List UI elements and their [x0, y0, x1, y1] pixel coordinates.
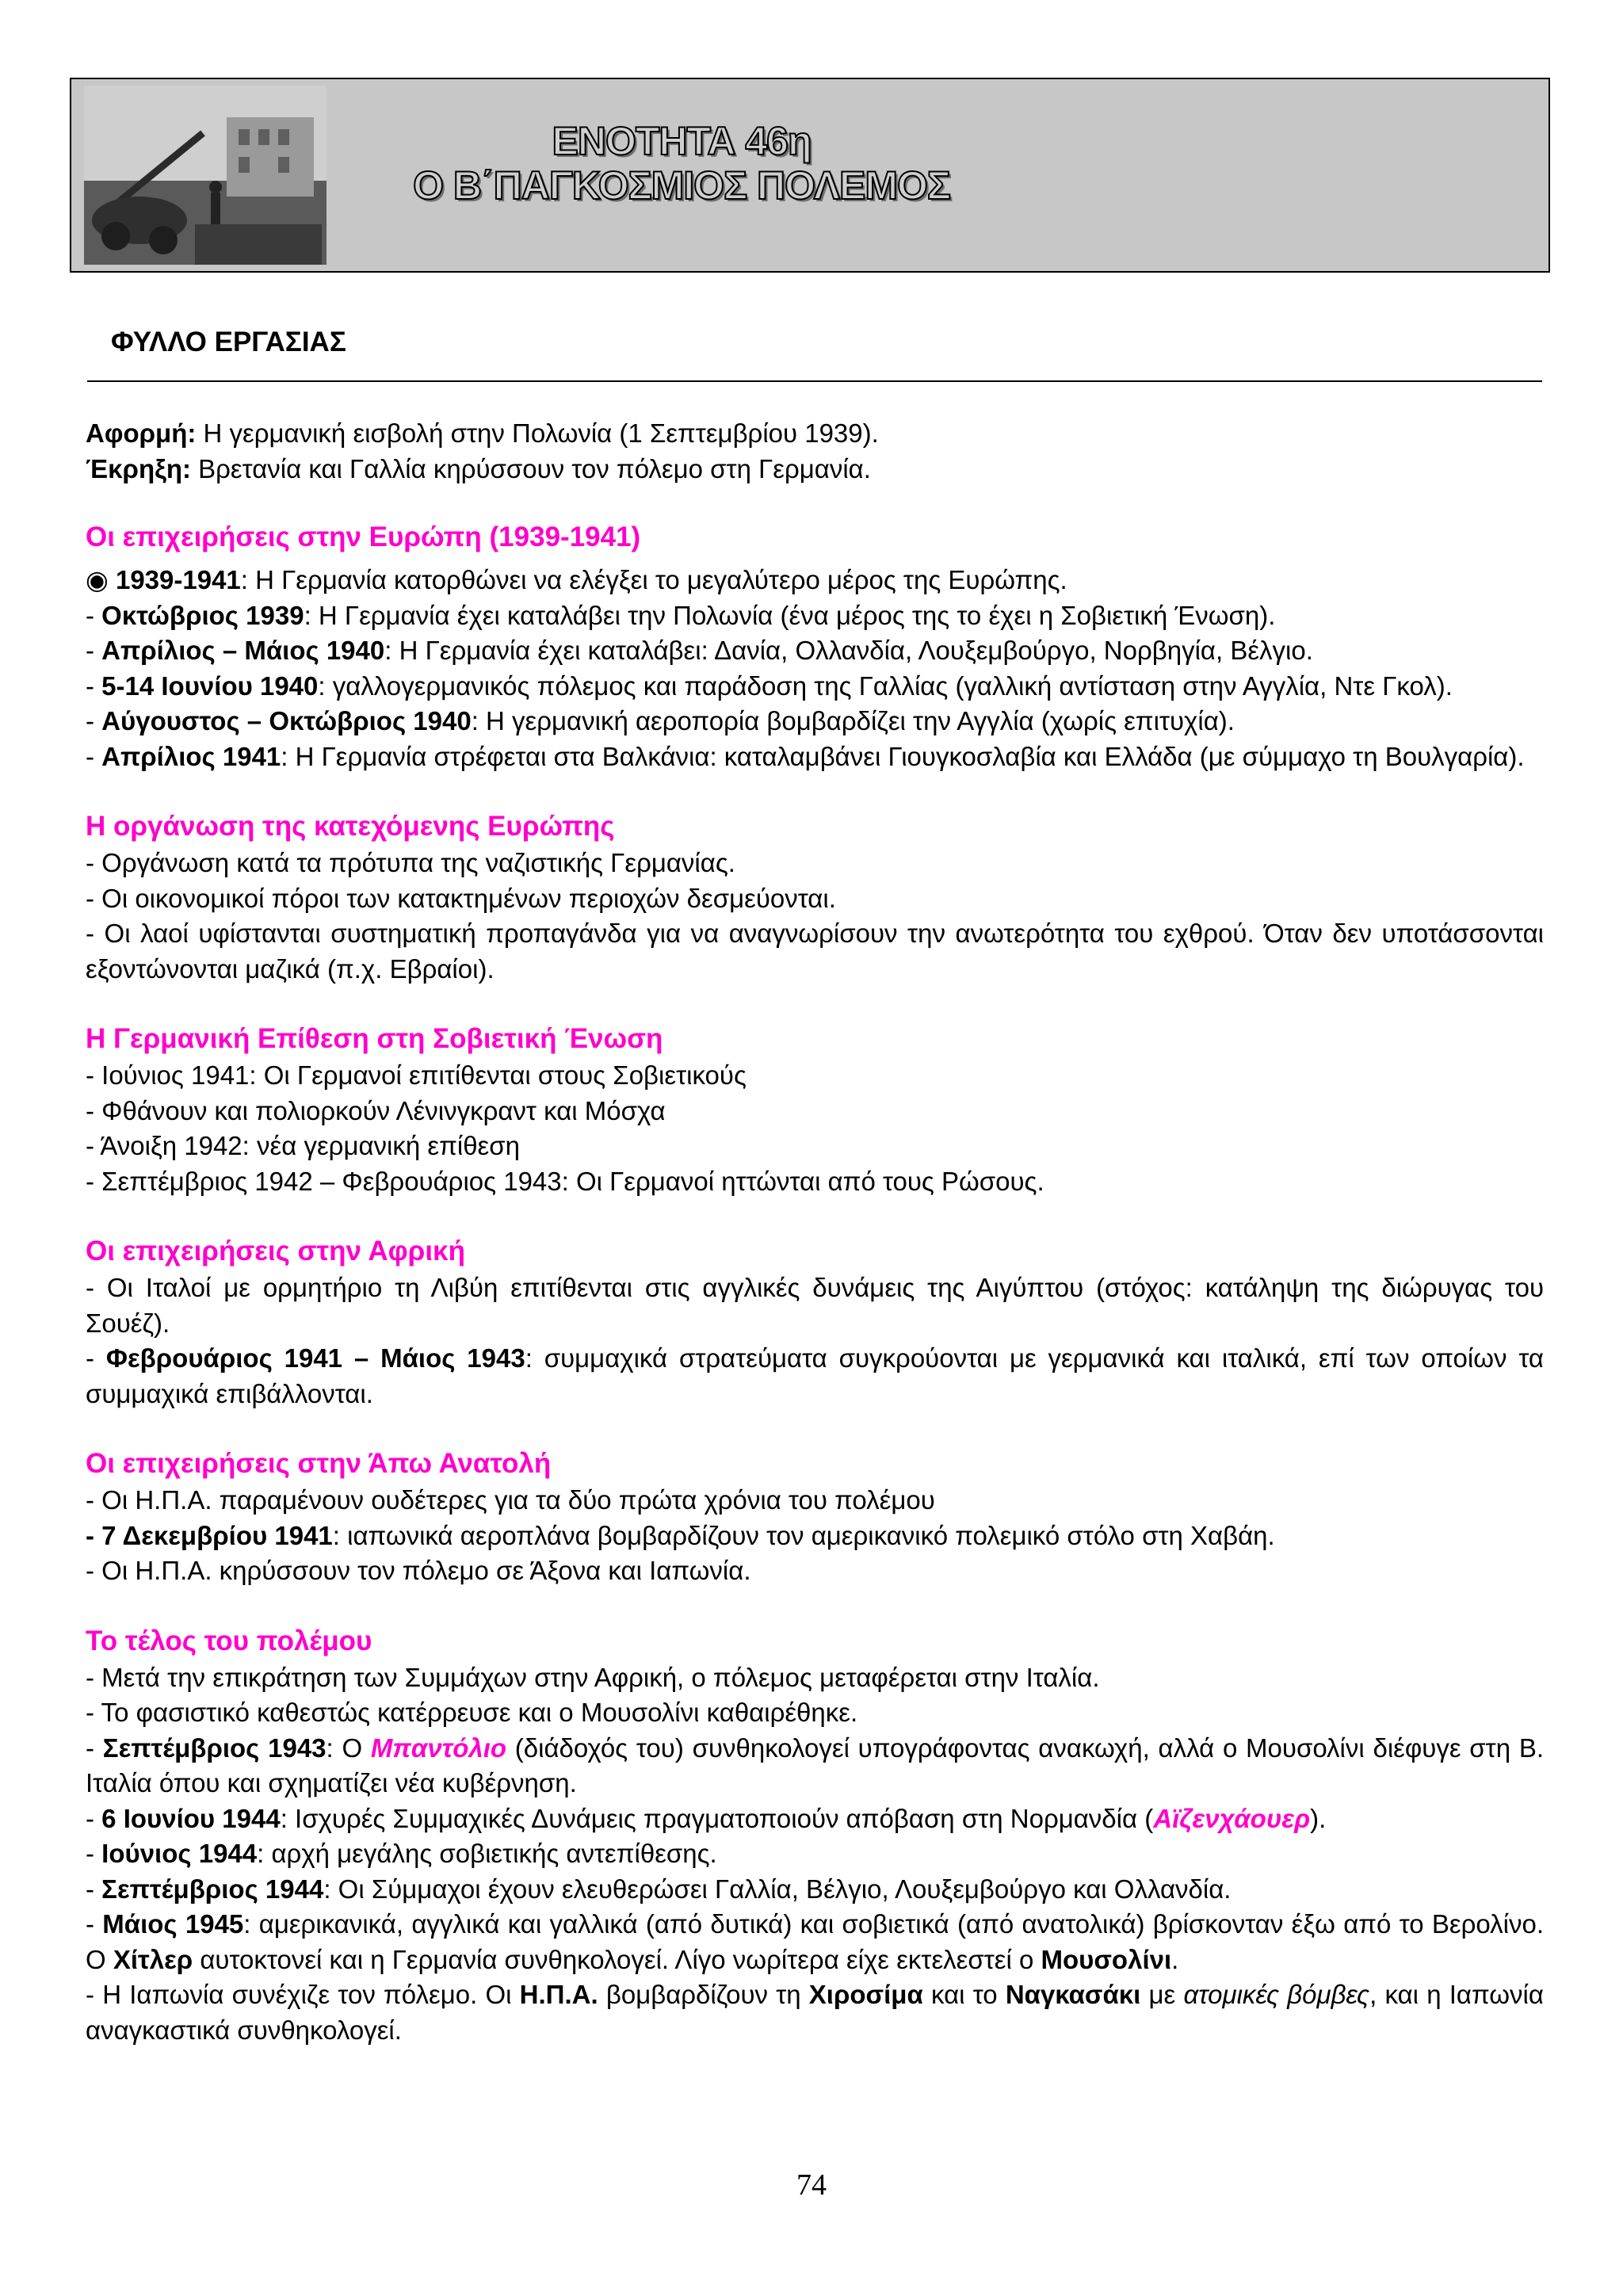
outbreak-line: Έκρηξη: Βρετανία και Γαλλία κηρύσσουν τον πόλεμο στη Γερμανία.: [86, 453, 871, 483]
war-photo-image: [84, 86, 327, 265]
list-item: - Αύγουστος – Οκτώβριος 1940: Η γερμανική αεροπορία βομβαρδίζει την Αγγλία (χωρίς επιτυχία).: [86, 706, 1235, 735]
list-item: - Μάιος 1945: αμερικανικά, αγγλικά και γαλλικά (από δυτικά) και σοβιετικά (από ανατολικά) βρίσκονταν έξω από το Βερολίνο. Ο Χίτλερ αυτοκτονεί και η Γερμανία συνθηκολογεί. Λίγο νωρίτερα είχε εκτελεστεί ο Μουσολίνι.: [86, 1909, 1544, 1974]
list-item: - Οι Η.Π.Α. κηρύσσουν τον πόλεμο σε Άξονα και Ιαπωνία.: [86, 1556, 751, 1585]
list-item: - Το φασιστικό καθεστώς κατέρρευσε και ο Μουσολίνι καθαιρέθηκε.: [86, 1698, 858, 1727]
list-item: - Σεπτέμβριος 1942 – Φεβρουάριος 1943: Οι Γερμανοί ηττώνται από τους Ρώσους.: [86, 1166, 1044, 1196]
list-item: - Άνοιξη 1942: νέα γερμανική επίθεση: [86, 1131, 520, 1160]
list-item: - 5-14 Ιουνίου 1940: γαλλογερμανικός πόλεμος και παράδοση της Γαλλίας (γαλλική αντίσταση στην Αγγλία, Ντε Γκολ).: [86, 670, 1453, 701]
list-item: ◉ 1939-1941: Η Γερμανία κατορθώνει να ελέγξει το μεγαλύτερο μέρος της Ευρώπης.: [86, 565, 1067, 594]
divider: [87, 380, 1542, 382]
list-item: - Οι Η.Π.Α. παραμένουν ουδέτερες για τα δύο πρώτα χρόνια του πολέμου: [86, 1485, 935, 1515]
section-heading-europe: Οι επιχειρήσεις στην Ευρώπη (1939-1941): [86, 521, 641, 552]
unit-title: ΕΝΟΤΗΤΑ 46η: [552, 119, 812, 163]
list-item: - Σεπτέμβριος 1944: Οι Σύμμαχοι έχουν ελευθερώσει Γαλλία, Βέλγιο, Λουξεμβούργο και Ολλανδία.: [86, 1874, 1232, 1904]
page-number: 74: [796, 2168, 827, 2202]
list-item: - Σεπτέμβριος 1943: Ο Μπαντόλιο (διάδοχός του) συνθηκολογεί υπογράφοντας ανακωχή, αλλά ο Μουσολίνι διέφυγε στη Β. Ιταλία όπου και σχηματίζει νέα κυβέρνηση.: [86, 1733, 1544, 1797]
list-item: - Η Ιαπωνία συνέχιζε τον πόλεμο. Οι Η.Π.Α. βομβαρδίζουν τη Χιροσίμα και το Ναγκασάκι με ατομικές βόμβες, και η Ιαπωνία αναγκαστικά συνθηκολογεί.: [86, 1980, 1544, 2045]
list-item: - Απρίλιος 1941: Η Γερμανία στρέφεται στα Βαλκάνια: καταλαμβάνει Γιουγκοσλαβία και Ελλάδα (με σύμμαχο τη Βουλγαρία).: [86, 741, 1525, 771]
bullet-icon: ◉: [86, 565, 109, 594]
header-photo: [84, 86, 327, 265]
cause-line: Αφορμή: Η γερμανική εισβολή στην Πολωνία (1 Σεπτεμβρίου 1939).: [86, 418, 879, 448]
list-item: - Απρίλιος – Μάιος 1940: Η Γερμανία έχει καταλάβει: Δανία, Ολλανδία, Λουξεμβούργο, Νορβηγία, Βέλγιο.: [86, 636, 1313, 665]
list-item: - Ιούνιος 1944: αρχή μεγάλης σοβιετικής αντεπίθεσης.: [86, 1839, 717, 1868]
header-banner: [70, 78, 1550, 273]
list-item: - Φεβρουάριος 1941 – Μάιος 1943: συμμαχικά στρατεύματα συγκρούονται με γερμανικά και ιταλικά, επί των οποίων τα συμμαχικά επιβάλλονται.: [86, 1343, 1544, 1408]
list-item: - Οι Ιταλοί με ορμητήριο τη Λιβύη επιτίθενται στις αγγλικές δυνάμεις της Αιγύπτου (στόχος: κατάληψη της διώρυγας του Σουέζ).: [86, 1273, 1544, 1338]
list-item: - 7 Δεκεμβρίου 1941: ιαπωνικά αεροπλάνα βομβαρδίζουν τον αμερικανικό πολεμικό στόλο στη Χαβάη.: [86, 1520, 1275, 1550]
list-item: - Οι λαοί υφίστανται συστηματική προπαγάνδα για να αναγνωρίσουν την ανωτερότητα του εχθρού. Όταν δεν υποτάσσονται εξοντώνονται μαζικά (π.χ. Εβραίοι).: [86, 919, 1544, 984]
list-item: - 6 Ιουνίου 1944: Ισχυρές Συμμαχικές Δυνάμεις πραγματοποιούν απόβαση στη Νορμανδία (Αϊζενχάουερ).: [86, 1803, 1327, 1833]
unit-subject: Ο Β΄ΠΑΓΚΟΣΜΙΟΣ ΠΟΛΕΜΟΣ: [413, 163, 950, 208]
section-heading-end: Το τέλος του πολέμου: [86, 1625, 372, 1656]
list-item: - Μετά την επικράτηση των Συμμάχων στην Αφρική, ο πόλεμος μεταφέρεται στην Ιταλία.: [86, 1662, 1100, 1692]
section-heading-fareast: Οι επιχειρήσεις στην Άπω Ανατολή: [86, 1448, 552, 1479]
eisenhower-name: Αϊζενχάουερ: [1153, 1803, 1311, 1833]
worksheet-title: ΦΥΛΛΟ ΕΡΓΑΣΙΑΣ: [111, 327, 346, 357]
section-heading-occupied: Η οργάνωση της κατεχόμενης Ευρώπης: [86, 811, 615, 842]
list-item: - Οργάνωση κατά τα πρότυπα της ναζιστικής Γερμανίας.: [86, 848, 735, 877]
badoglio-name: Μπαντόλιο: [370, 1733, 507, 1763]
list-item: - Ιούνιος 1941: Οι Γερμανοί επιτίθενται στους Σοβιετικούς: [86, 1060, 747, 1090]
section-heading-africa: Οι επιχειρήσεις στην Αφρική: [86, 1236, 465, 1266]
list-item: - Οι οικονομικοί πόροι των κατακτημένων περιοχών δεσμεύονται.: [86, 883, 836, 913]
list-item: - Φθάνουν και πολιορκούν Λένινγκραντ και Μόσχα: [86, 1095, 666, 1125]
worksheet-content: [86, 416, 1544, 2048]
section-heading-soviet: Η Γερμανική Επίθεση στη Σοβιετική Ένωση: [86, 1023, 663, 1054]
list-item: - Οκτώβριος 1939: Η Γερμανία έχει καταλάβει την Πολωνία (ένα μέρος της το έχει η Σοβιετική Ένωση).: [86, 600, 1276, 630]
title-block: [333, 119, 1030, 208]
